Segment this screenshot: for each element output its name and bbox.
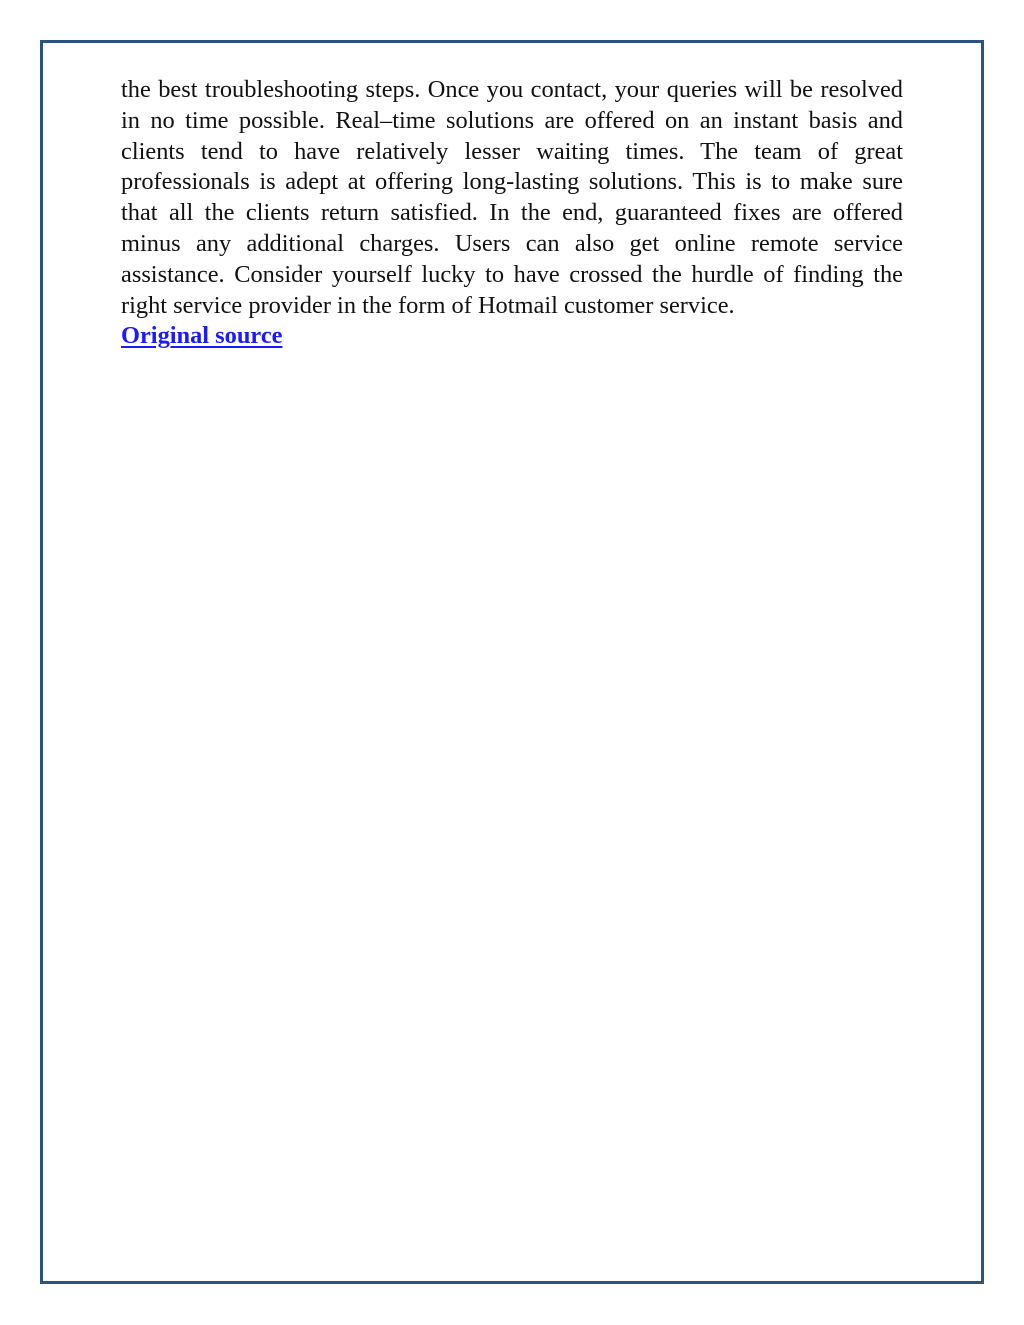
original-source-link[interactable]: Original source — [121, 322, 283, 350]
body-paragraph: the best troubleshooting steps. Once you contact, your queries will be resolved in no time possible. Real–time solutions are offered on an instant basis and clients tend to have relatively lesser waiting times. The team of great professionals is adept at offering long-lasting solutions. This is to make sure that all the clients return satisfied. In the end, guaranteed fixes are offered minus any additional charges. Users can also get online remote service assistance. Consider yourself lucky to have crossed the hurdle of finding the right service provider in the form of Hotmail customer service. — [121, 76, 903, 319]
document-content — [121, 75, 903, 352]
